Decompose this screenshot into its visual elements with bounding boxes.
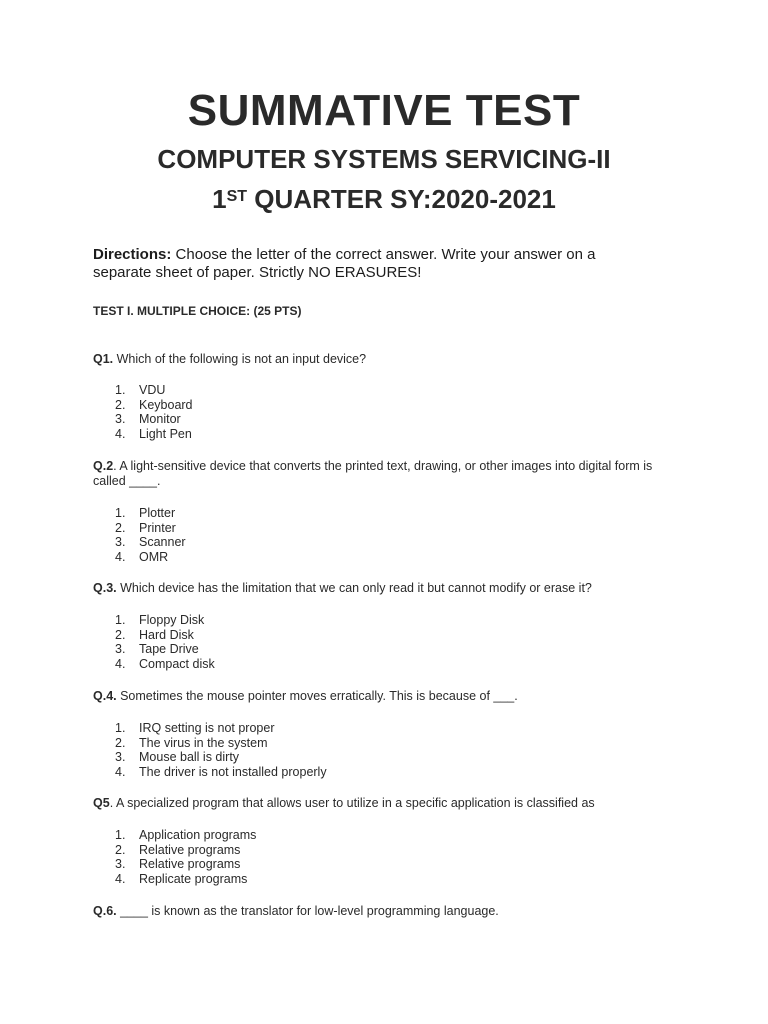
option-text: The driver is not installed properly bbox=[139, 764, 327, 779]
option-text: Replicate programs bbox=[139, 871, 248, 886]
option-number: 3. bbox=[115, 535, 126, 550]
option-item bbox=[115, 628, 215, 643]
option-item bbox=[115, 412, 193, 427]
option-item bbox=[115, 721, 327, 736]
option-text: Application programs bbox=[139, 828, 257, 842]
question-5 bbox=[93, 796, 673, 811]
option-item bbox=[115, 398, 193, 413]
option-text: Scanner bbox=[139, 535, 186, 550]
option-item bbox=[115, 828, 256, 843]
section-heading: TEST I. MULTIPLE CHOICE: (25 PTS) bbox=[93, 304, 302, 318]
option-text: OMR bbox=[139, 549, 169, 564]
option-number: 1. bbox=[115, 383, 126, 397]
option-text: Floppy Disk bbox=[139, 613, 205, 627]
option-number: 4. bbox=[115, 764, 126, 779]
option-number: 2. bbox=[115, 735, 126, 750]
option-text: Mouse ball is dirty bbox=[139, 750, 240, 765]
page-title: SUMMATIVE TEST bbox=[187, 86, 581, 135]
option-text: Keyboard bbox=[139, 397, 193, 412]
directions-label: Directions: bbox=[93, 246, 172, 263]
option-number: 4. bbox=[115, 549, 126, 564]
option-item bbox=[115, 843, 256, 858]
question-4-options bbox=[115, 721, 327, 779]
option-item bbox=[115, 613, 215, 628]
question-1-options bbox=[115, 383, 193, 441]
question-2 bbox=[93, 459, 673, 489]
option-number: 3. bbox=[115, 412, 126, 427]
option-item bbox=[115, 857, 256, 872]
option-text: Monitor bbox=[139, 412, 181, 427]
option-item bbox=[115, 506, 186, 521]
question-text: Which of the following is not an input device? bbox=[113, 352, 367, 366]
question-text: ____ is known as the translator for low-level programming language. bbox=[116, 904, 499, 918]
option-number: 2. bbox=[115, 397, 126, 412]
question-number: Q1. bbox=[93, 352, 114, 366]
option-number: 1. bbox=[115, 613, 126, 627]
option-item bbox=[115, 657, 215, 672]
question-2-options bbox=[115, 506, 186, 564]
question-number: Q5 bbox=[93, 796, 110, 810]
option-number: 1. bbox=[115, 828, 126, 842]
option-number: 2. bbox=[115, 842, 126, 857]
option-text: Hard Disk bbox=[139, 627, 194, 642]
question-number: Q.2 bbox=[93, 459, 114, 473]
option-item bbox=[115, 383, 193, 398]
option-item bbox=[115, 750, 327, 765]
question-3 bbox=[93, 581, 673, 596]
option-text: Relative programs bbox=[139, 842, 241, 857]
quarter-prefix: 1 bbox=[212, 184, 227, 214]
quarter-superscript: ST bbox=[226, 188, 248, 205]
directions-paragraph bbox=[93, 246, 653, 282]
option-item bbox=[115, 427, 193, 442]
question-text: Which device has the limitation that we can only read it but cannot modify or erase it? bbox=[116, 581, 592, 595]
question-1 bbox=[93, 352, 673, 367]
option-number: 4. bbox=[115, 871, 126, 886]
question-number: Q.3. bbox=[93, 581, 117, 595]
option-text: VDU bbox=[139, 383, 166, 397]
question-3-options bbox=[115, 613, 215, 671]
quarter-suffix: QUARTER SY:2020-2021 bbox=[247, 184, 556, 214]
question-5-options bbox=[115, 828, 256, 886]
option-item bbox=[115, 765, 327, 780]
option-text: Plotter bbox=[139, 506, 176, 520]
option-text: Tape Drive bbox=[139, 642, 199, 657]
option-number: 3. bbox=[115, 642, 126, 657]
question-6 bbox=[93, 904, 673, 919]
option-item bbox=[115, 872, 256, 887]
option-text: Printer bbox=[139, 520, 176, 535]
question-text: Sometimes the mouse pointer moves erratically. This is because of ___. bbox=[116, 689, 518, 703]
option-item bbox=[115, 736, 327, 751]
option-number: 4. bbox=[115, 426, 126, 441]
question-4 bbox=[93, 689, 673, 704]
option-number: 3. bbox=[115, 857, 126, 872]
option-number: 3. bbox=[115, 750, 126, 765]
question-text: . A specialized program that allows user to utilize in a specific application is classified as bbox=[109, 796, 595, 810]
option-item bbox=[115, 535, 186, 550]
option-text: IRQ setting is not proper bbox=[139, 721, 275, 735]
option-number: 2. bbox=[115, 520, 126, 535]
option-item bbox=[115, 550, 186, 565]
directions-text: Choose the letter of the correct answer. Write your answer on a separate sheet of paper. Strictly NO ERASURES! bbox=[93, 246, 596, 281]
question-text: . A light-sensitive device that converts the printed text, drawing, or other images into digital form is called ____. bbox=[93, 459, 653, 488]
option-text: The virus in the system bbox=[139, 735, 268, 750]
quarter-heading bbox=[0, 183, 768, 215]
option-text: Compact disk bbox=[139, 656, 215, 671]
option-text: Light Pen bbox=[139, 426, 192, 441]
option-text: Relative programs bbox=[139, 857, 241, 872]
option-number: 4. bbox=[115, 656, 126, 671]
option-number: 1. bbox=[115, 506, 126, 520]
question-number: Q.4. bbox=[93, 689, 117, 703]
option-number: 2. bbox=[115, 627, 126, 642]
subject-heading: COMPUTER SYSTEMS SERVICING-II bbox=[157, 144, 611, 174]
option-item bbox=[115, 642, 215, 657]
option-item bbox=[115, 521, 186, 536]
option-number: 1. bbox=[115, 721, 126, 735]
question-number: Q.6. bbox=[93, 904, 117, 918]
